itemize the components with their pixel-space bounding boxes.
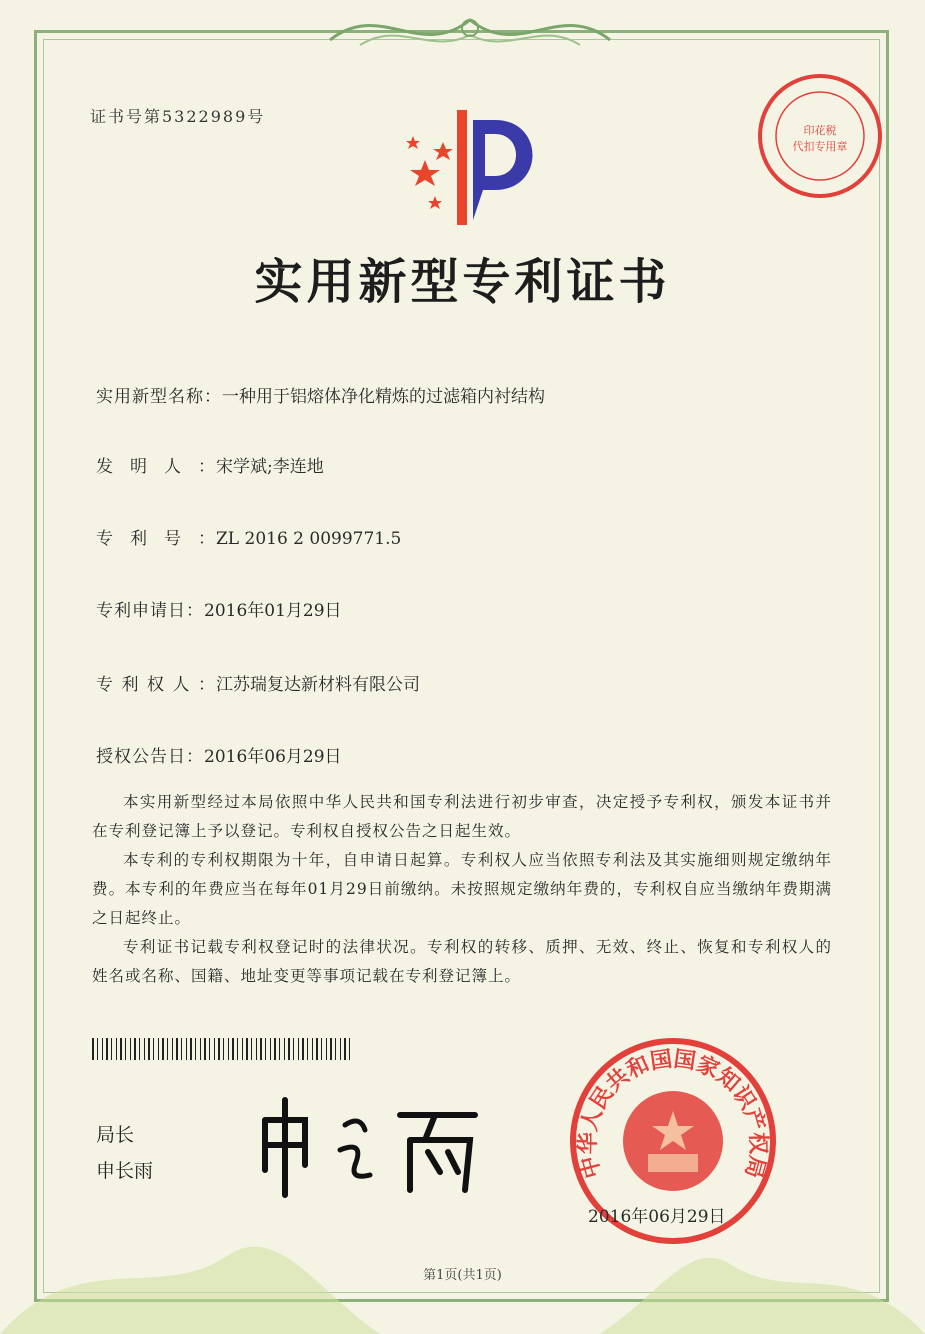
field-label: 授权公告日： <box>96 747 204 767</box>
director-name: 申长雨 <box>96 1160 154 1182</box>
field-value: 宋学斌;李连地 <box>216 457 324 477</box>
field-grant-date <box>96 742 342 767</box>
field-value: 一种用于铝熔体净化精炼的过滤箱内衬结构 <box>222 387 545 407</box>
page-indicator: 第1页(共1页) <box>423 1268 502 1283</box>
certificate-body <box>92 788 832 991</box>
top-ornament-icon <box>320 0 620 60</box>
body-paragraph: 本实用新型经过本局依照中华人民共和国专利法进行初步审查，决定授予专利权，颁发本证书并在专利登记簿上予以登记。专利权自授权公告之日起生效。 <box>92 793 832 840</box>
field-label: 发明人： <box>96 457 216 477</box>
field-value: 2016年06月29日 <box>204 747 342 767</box>
barcode-icon <box>92 1038 352 1060</box>
field-value: 江苏瑞复达新材料有限公司 <box>216 675 420 695</box>
field-label: 专利号： <box>96 529 216 549</box>
seal-text: 中华人民共和国国家知识产权局 <box>575 1046 771 1181</box>
field-inventor <box>96 452 324 477</box>
body-paragraph: 专利证书记载专利权登记时的法律状况。专利权的转移、质押、无效、终止、恢复和专利权人的姓名或名称、国籍、地址变更等事项记载在专利登记簿上。 <box>92 938 832 985</box>
field-value: ZL 2016 2 0099771.5 <box>216 529 402 549</box>
field-label: 专利权人： <box>96 675 216 695</box>
svg-text:印花税: 印花税 <box>803 124 837 137</box>
field-patent-holder <box>96 670 420 695</box>
issue-date: 2016年06月29日 <box>588 1207 726 1227</box>
field-application-date <box>96 596 342 621</box>
field-patent-number <box>96 524 401 549</box>
director-title: 局长 <box>96 1124 135 1146</box>
patent-emblem-icon <box>395 100 555 230</box>
field-label: 实用新型名称： <box>96 387 222 407</box>
field-utility-model-name <box>96 382 545 407</box>
field-value: 2016年01月29日 <box>204 601 342 621</box>
tax-seal-icon <box>756 72 884 200</box>
signature-icon <box>250 1090 490 1200</box>
svg-text:代扣专用章: 代扣专用章 <box>792 140 848 153</box>
field-label: 专利申请日： <box>96 601 204 621</box>
body-paragraph: 本专利的专利权期限为十年，自申请日起算。专利权人应当依照专利法及其实施细则规定缴纳年费。本专利的年费应当在每年01月29日前缴纳。未按照规定缴纳年费的，专利权自应当缴纳年费期满之日起终止。 <box>92 851 832 927</box>
certificate-title: 实用新型专利证书 <box>254 254 671 310</box>
certificate-number: 证书号第5322989号 <box>90 107 266 126</box>
